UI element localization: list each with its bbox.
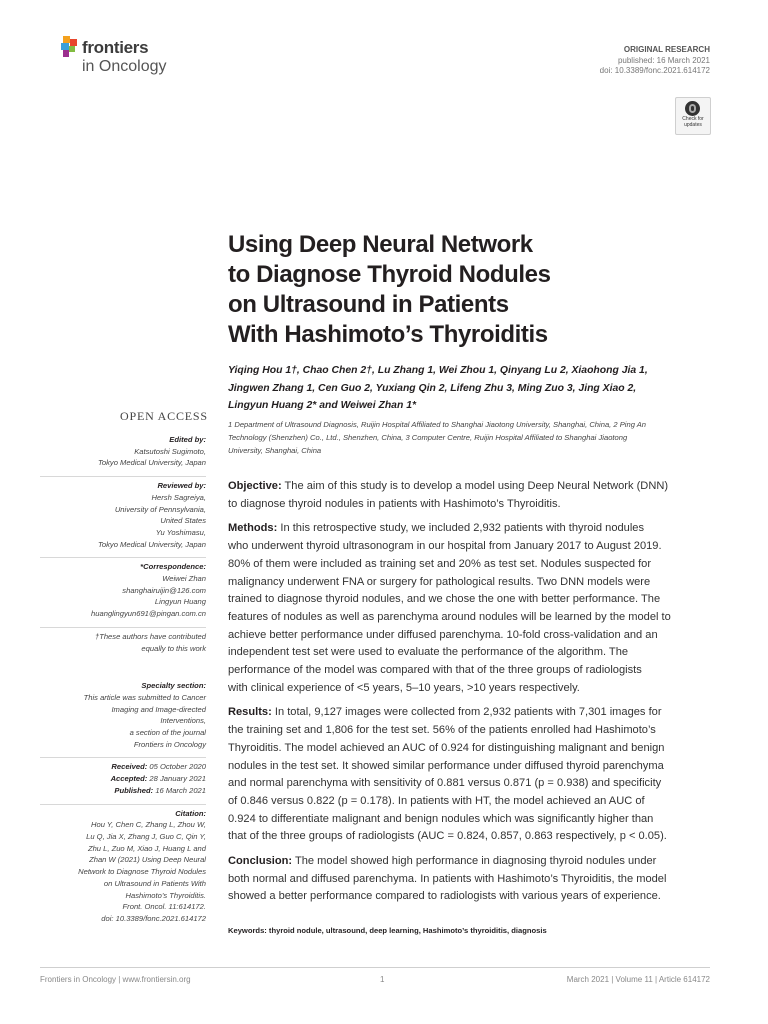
title-line: With Hashimoto’s Thyroiditis (228, 321, 548, 348)
open-access-label: OPEN ACCESS (120, 409, 208, 423)
keywords: Keywords: thyroid nodule, ultrasound, deep learning, Hashimoto’s thyroiditis, diagnosis (228, 926, 547, 935)
published-date: published: 16 March 2021 (617, 55, 710, 65)
methods-text: 80% of them were included as training set and 20% as test set. Nodules suspected for (228, 557, 652, 570)
methods-text: performance of the model was compared with that of the three groups of radiologists (228, 664, 642, 677)
results-text: the training set and 1,806 for the test set. 56% of the patients enrolled had Hashimoto’s (228, 724, 656, 737)
affiliation-line: 1 Department of Ultrasound Diagnosis, Ruijin Hospital Affiliated to Shanghai Jiaotong University, Shanghai, China, 2 Ping An (228, 420, 647, 429)
journal-logo[interactable] (60, 34, 220, 84)
journal-name-primary: frontiers (82, 38, 149, 57)
author-line: Jingwen Zhang 1, Cen Guo 2, Yuxiang Qin 2, Lifeng Zhu 3, Ming Zuo 3, Jing Xiao 2, (228, 382, 637, 394)
results-label: Results: (228, 706, 272, 719)
article-type: ORIGINAL RESEARCH (623, 45, 710, 54)
results-text: and normal parenchyma with sensitivity of 0.881 versus 0.871 (p = 0.938) and specificity (228, 777, 662, 790)
results-text: of 0.846 versus 0.822 (p = 0.178). In patients with HT, the model achieved an AUC of (228, 794, 645, 807)
title-line: on Ultrasound in Patients (228, 291, 509, 318)
published-date: 16 March 2021 (155, 785, 206, 795)
article-meta-header (600, 45, 710, 77)
divider (40, 476, 206, 477)
results-text: In total, 9,127 images were collected from 2,932 patients with 7,301 images for (271, 706, 662, 719)
specialty-line: Interventions, (160, 716, 206, 726)
citation-line: Network to Diagnose Thyroid Nodules (78, 867, 206, 877)
results-text: that of the three groups of radiologists (AUC = 0.824, 0.857, 0.863 respectively, p < 0.05). (228, 830, 667, 843)
specialty-line: Frontiers in Oncology (133, 739, 206, 749)
citation-line: Zhan W (2021) Using Deep Neural (89, 855, 206, 865)
methods-text: who underwent thyroid ultrasonogram in our hospital from January 2017 to August 2019. (228, 540, 662, 553)
received-date-row (40, 761, 206, 773)
methods-text: features of nodules as well as parenchyma around nodules will be learned by the model to (228, 610, 671, 623)
edited-by-heading: Edited by: (169, 435, 206, 444)
abstract-conclusion (228, 853, 710, 906)
check-updates-icon (685, 101, 700, 116)
article-title (228, 230, 668, 350)
reviewer-line: Yu Yoshimasu, (155, 527, 206, 537)
divider (40, 804, 206, 805)
divider (40, 557, 206, 558)
title-line: to Diagnose Thyroid Nodules (228, 261, 551, 288)
conclusion-label: Conclusion: (228, 855, 293, 868)
citation-doi-link[interactable]: doi: 10.3389/fonc.2021.614172 (101, 913, 206, 923)
reviewer-line: University of Pennsylvania, (114, 504, 206, 514)
published-label: Published: (114, 785, 154, 795)
reviewed-by-heading: Reviewed by: (157, 481, 206, 491)
methods-label: Methods: (228, 522, 278, 535)
affiliation-line: Technology (Shenzhen) Co., Ltd., Shenzhen, China, 3 Computer Centre, Ruijin Hospital Affiliated to Shanghai Jiaotong (228, 433, 628, 442)
author-line: Yiqing Hou 1†, Chao Chen 2†, Lu Zhang 1, Wei Zhou 1, Qinyang Lu 2, Xiaohong Jia 1, (228, 365, 648, 376)
footer-divider (40, 967, 710, 968)
author-line: Lingyun Huang 2* and Weiwei Zhan 1* (228, 400, 417, 412)
divider (40, 757, 206, 758)
correspondence-heading: *Correspondence: (140, 562, 206, 572)
received-date: 05 October 2020 (149, 762, 206, 772)
frontiers-logo-icon (60, 36, 80, 58)
conclusion-text: showed a better performance compared to radiologists with various years of experience. (228, 890, 661, 903)
article-info-sidebar (40, 434, 206, 925)
editor-line: Katsutoshi Sugimoto, (134, 446, 206, 456)
divider (40, 627, 206, 628)
citation-line: Hou Y, Chen C, Zhang L, Zhou W, (91, 820, 206, 830)
doi-link[interactable]: doi: 10.3389/fonc.2021.614172 (599, 66, 710, 75)
citation-line: Front. Oncol. 11:614172. (122, 902, 206, 912)
footer-journal-link[interactable]: Frontiers in Oncology | www.frontiersin.org (40, 975, 191, 984)
citation-line: Zhu L, Zuo M, Xiao J, Huang L and (87, 843, 206, 853)
specialty-line: This article was submitted to Cancer (83, 692, 206, 702)
citation-line: on Ultrasound in Patients With (103, 878, 206, 888)
methods-text: In this retrospective study, we included 2,932 patients with thyroid nodules (277, 522, 645, 535)
citation-line: Hashimoto’s Thyroiditis. (125, 890, 206, 900)
received-label: Received: (111, 762, 148, 772)
results-text: nodules in the test set. It showed similar performance under diffused thyroid parenchyma (228, 759, 664, 772)
methods-text: independent test set were used to evaluate the performance of the algorithm. The (228, 646, 629, 659)
objective-text: The aim of this study is to develop a model using Deep Neural Network (DNN) (281, 480, 669, 492)
conclusion-text: The model showed high performance in diagnosing thyroid nodules under (292, 855, 657, 868)
citation-line: Lu Q, Jia X, Zhang J, Guo C, Qin Y, (86, 831, 206, 841)
objective-label: Objective: (228, 480, 282, 492)
specialty-line: Imaging and Image-directed (111, 704, 206, 714)
reviewer-line: Tokyo Medical University, Japan (97, 539, 206, 549)
abstract-results (228, 704, 710, 846)
methods-text: malignancy underwent FNA or surgery for pathological results. Two DNN models were (228, 575, 651, 588)
abstract-objective (228, 478, 710, 513)
specialty-heading: Specialty section: (141, 681, 206, 691)
affiliations (228, 418, 708, 457)
results-text: Thyroiditis. The model achieved an AUC of 0.924 for distinguishing malignant and benign (228, 741, 665, 754)
author-list (228, 362, 698, 415)
affiliation-line: University, Shanghai, China (228, 446, 322, 455)
accepted-date-row (40, 773, 206, 785)
published-date-row (40, 785, 206, 797)
reviewer-line: United States (160, 516, 206, 526)
correspondent-email-link[interactable]: huanglingyun691@pingan.com.cn (91, 609, 206, 619)
specialty-line: a section of the journal (129, 728, 206, 738)
methods-text: with clinical experience of <5 years, 5–10 years, >10 years respectively. (228, 681, 580, 694)
editor-line: Tokyo Medical University, Japan (97, 458, 206, 468)
correspondent-name: Weiwei Zhan (162, 574, 206, 584)
page-number: 1 (380, 975, 385, 984)
methods-text: achieve better performance under diffused parenchyma. 10-fold cross-validation and an (228, 628, 658, 641)
abstract (228, 478, 710, 913)
objective-text: to diagnose thyroid nodules in patients with Hashimoto’s Thyroiditis. (228, 497, 561, 510)
check-for-updates-button[interactable] (675, 97, 711, 135)
check-updates-label: Check for updates (682, 116, 704, 128)
accepted-label: Accepted: (110, 774, 148, 784)
footer-issue-info: March 2021 | Volume 11 | Article 614172 (566, 975, 710, 984)
citation-heading: Citation: (175, 808, 206, 818)
correspondent-email-link[interactable]: shanghairuijin@126.com (122, 585, 206, 595)
reviewer-line: Hersh Sagreiya, (151, 492, 206, 502)
accepted-date: 28 January 2021 (149, 774, 206, 784)
equal-contribution-note: equally to this work (141, 643, 206, 653)
results-text: 0.924 to differentiate malignant and benign nodules which was significantly higher than (228, 812, 654, 825)
journal-name-secondary: in Oncology (82, 58, 167, 75)
title-line: Using Deep Neural Network (228, 231, 533, 258)
conclusion-text: both normal and diffused parenchyma. In patients with Hashimoto’s Thyroiditis, the model (228, 872, 667, 885)
equal-contribution-note: †These authors have contributed (94, 631, 206, 641)
methods-text: trained to diagnose thyroid nodules, and we chose the one with better performance. The (228, 593, 661, 606)
correspondent-name: Lingyun Huang (154, 597, 206, 607)
abstract-methods (228, 520, 710, 697)
